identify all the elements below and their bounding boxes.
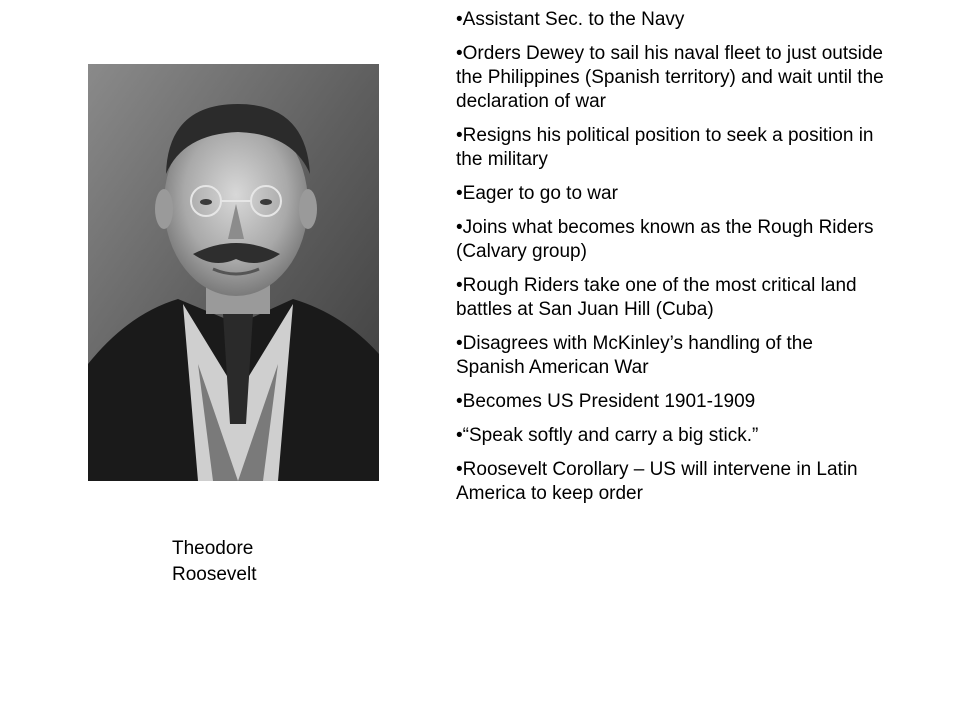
roosevelt-portrait-photo: [88, 64, 379, 481]
bullet-icon: •: [456, 183, 463, 204]
caption-line-last-name: Roosevelt: [172, 564, 257, 585]
list-item-text: Eager to go to war: [462, 183, 618, 204]
list-item-text: Assistant Sec. to the Navy: [462, 9, 685, 30]
bullet-icon: •: [456, 125, 463, 146]
list-item: [456, 458, 886, 506]
list-item: [456, 8, 886, 32]
list-item-text: “Speak softly and carry a big stick.”: [462, 425, 759, 446]
list-item: [456, 216, 886, 264]
list-item: [456, 42, 886, 114]
list-item: [456, 424, 886, 448]
list-item-text: Becomes US President 1901-1909: [462, 391, 756, 412]
bullet-icon: •: [456, 217, 463, 238]
list-item-text: Orders Dewey to sail his naval fleet to just outside the Philippines (Spanish territory) and wait until the declaration of war: [456, 43, 884, 112]
bullet-icon: •: [456, 9, 463, 30]
list-item-text: Roosevelt Corollary – US will intervene in Latin America to keep order: [456, 459, 858, 504]
bullet-icon: •: [456, 425, 463, 446]
bullet-icon: •: [456, 459, 463, 480]
bullet-icon: •: [456, 43, 463, 64]
bullet-icon: •: [456, 333, 463, 354]
roosevelt-facts-list: [456, 8, 886, 516]
list-item: [456, 332, 886, 380]
bullet-icon: •: [456, 391, 463, 412]
list-item-text: Disagrees with McKinley’s handling of the Spanish American War: [456, 333, 813, 378]
list-item-text: Joins what becomes known as the Rough Riders (Calvary group): [456, 217, 874, 262]
portrait-illustration: [88, 64, 379, 481]
list-item: [456, 390, 886, 414]
list-item-text: Rough Riders take one of the most critical land battles at San Juan Hill (Cuba): [456, 275, 857, 320]
portrait-caption: [172, 536, 342, 588]
list-item: [456, 274, 886, 322]
list-item: [456, 182, 886, 206]
bullet-icon: •: [456, 275, 463, 296]
caption-line-first-name: Theodore: [172, 538, 254, 559]
list-item: [456, 124, 886, 172]
list-item-text: Resigns his political position to seek a position in the military: [456, 125, 874, 170]
